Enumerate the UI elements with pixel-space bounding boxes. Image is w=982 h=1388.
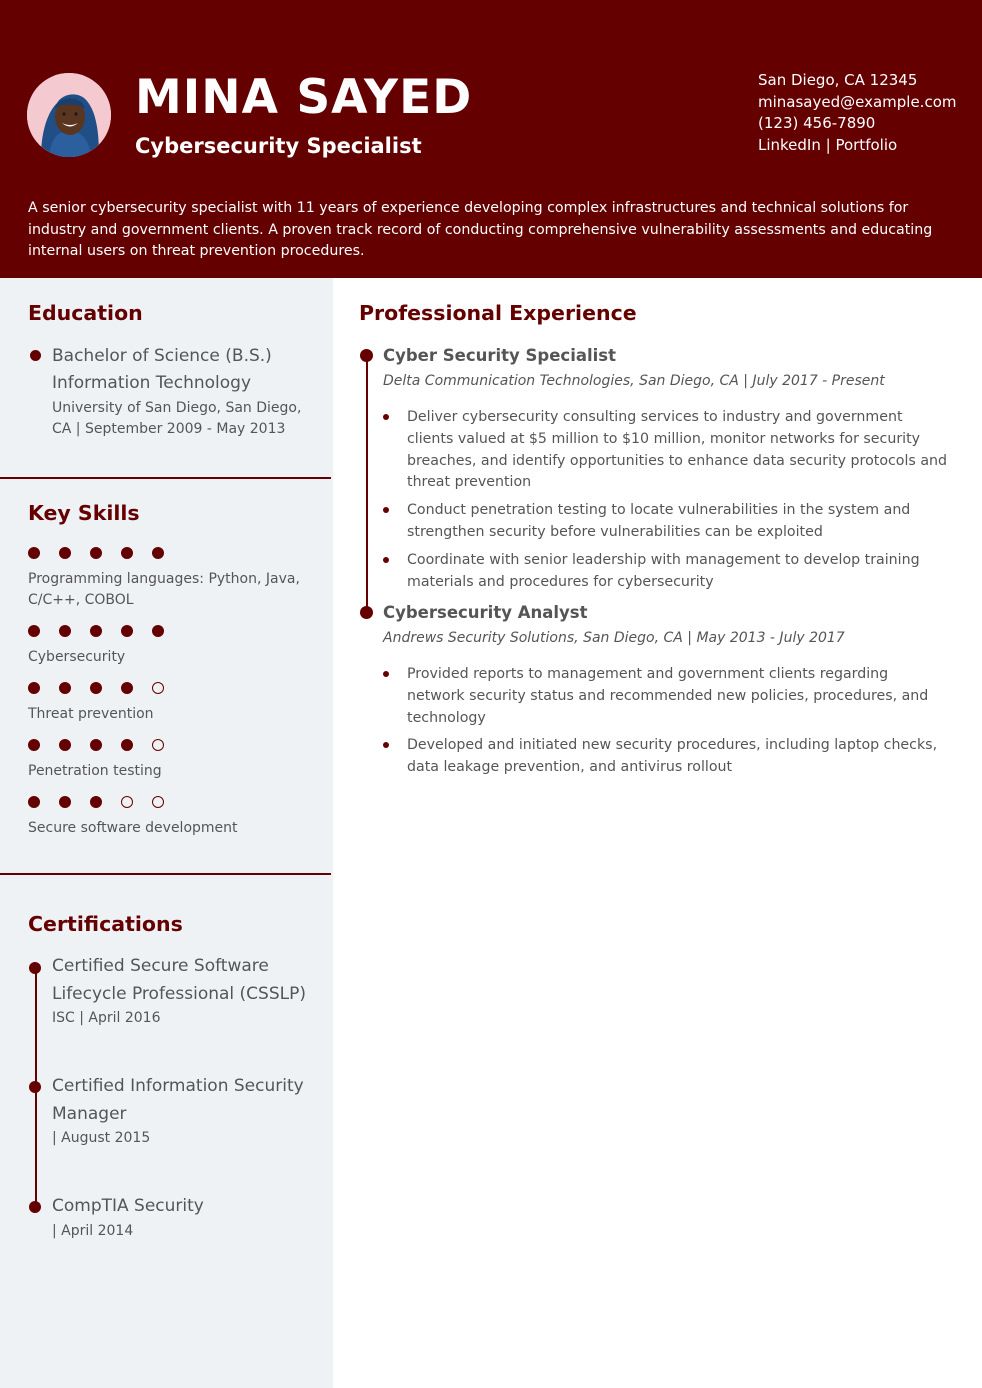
rating-dot-empty (152, 796, 164, 808)
education-bullet (30, 350, 41, 361)
job-meta: Delta Communication Technologies, San Diego, CA | July 2017 - Present (383, 373, 885, 389)
rating-dot-filled (28, 547, 40, 559)
contact-block (758, 70, 956, 156)
candidate-role: Cybersecurity Specialist (135, 134, 422, 158)
skill-name: Cybersecurity (28, 649, 126, 665)
timeline-dot (360, 349, 373, 362)
rating-dot-filled (90, 625, 102, 637)
rating-dot-filled (59, 682, 71, 694)
certification-item (52, 1193, 322, 1242)
sidebar-divider (0, 477, 331, 479)
rating-dot-filled (59, 547, 71, 559)
skill-name: Programming languages: Python, Java, C/C++, COBOL (28, 571, 300, 608)
certification-name: CompTIA Security (52, 1196, 204, 1216)
certification-meta: | April 2014 (52, 1222, 134, 1239)
certification-name: Certified Secure Software Lifecycle Professional (CSSLP) (52, 956, 306, 1004)
rating-dot-filled (59, 739, 71, 751)
job-entry (383, 345, 948, 599)
rating-dot-empty (121, 796, 133, 808)
candidate-name: MINA SAYED (135, 70, 473, 125)
profile-photo (27, 73, 111, 157)
sidebar-divider (0, 873, 331, 875)
profile-photo-icon (27, 73, 111, 157)
rating-dot-filled (121, 547, 133, 559)
rating-dot-filled (28, 739, 40, 751)
education-school: University of San Diego, San Diego, CA | September 2009 - May 2013 (52, 400, 302, 437)
rating-dot-filled (90, 682, 102, 694)
rating-dot-filled (121, 682, 133, 694)
certification-meta: | August 2015 (52, 1130, 151, 1146)
job-title: Cyber Security Specialist (383, 346, 617, 365)
skill-rating (28, 681, 318, 694)
timeline-dot (29, 962, 41, 974)
certifications-heading: Certifications (28, 912, 183, 936)
experience-timeline (366, 356, 368, 612)
rating-dot-filled (59, 796, 71, 808)
education-heading: Education (28, 301, 143, 325)
professional-summary: A senior cybersecurity specialist with 11 years of experience developing complex infrastructures and technical solutions for industry and government clients. A proven track record of conducting comprehensive vulnerability assessments and educating internal users on threat prevention procedures. (28, 200, 933, 260)
certification-item (52, 953, 322, 1029)
skill-rating (28, 546, 318, 559)
job-entry (383, 602, 948, 785)
job-title: Cybersecurity Analyst (383, 603, 588, 622)
skill-name: Secure software development (28, 820, 238, 836)
job-bullet: Provided reports to management and government clients regarding network security status and recommended new policies, procedures, and technology (383, 664, 948, 729)
job-bullet: Coordinate with senior leadership with management to develop training materials and procedures for cybersecurity (383, 550, 948, 594)
skills-heading: Key Skills (28, 501, 140, 525)
experience-heading: Professional Experience (359, 301, 637, 325)
contact-address: San Diego, CA 12345 (758, 71, 918, 89)
job-meta: Andrews Security Solutions, San Diego, CA | May 2013 - July 2017 (383, 630, 845, 646)
rating-dot-filled (59, 625, 71, 637)
skill-rating (28, 624, 318, 637)
skill-item (28, 624, 318, 668)
certification-item (52, 1073, 322, 1149)
rating-dot-filled (90, 547, 102, 559)
job-bullet: Conduct penetration testing to locate vulnerabilities in the system and strengthen security before vulnerabilities can be exploited (383, 500, 948, 544)
rating-dot-filled (152, 547, 164, 559)
contact-phone: (123) 456-7890 (758, 114, 876, 132)
certification-name: Certified Information Security Manager (52, 1076, 304, 1124)
rating-dot-filled (28, 625, 40, 637)
rating-dot-filled (90, 796, 102, 808)
contact-links[interactable]: LinkedIn | Portfolio (758, 135, 898, 154)
skill-name: Threat prevention (28, 706, 154, 722)
job-bullet: Developed and initiated new security procedures, including laptop checks, data leakage prevention, and antivirus rollout (383, 735, 948, 779)
skill-rating (28, 795, 318, 808)
skill-rating (28, 738, 318, 751)
timeline-dot (29, 1201, 41, 1213)
rating-dot-filled (28, 796, 40, 808)
skill-name: Penetration testing (28, 763, 162, 779)
job-bullets (383, 664, 948, 779)
skill-item (28, 546, 318, 610)
certification-meta: ISC | April 2016 (52, 1010, 161, 1026)
timeline-dot (29, 1081, 41, 1093)
skill-item (28, 681, 318, 725)
contact-email[interactable]: minasayed@example.com (758, 92, 957, 111)
education-degree: Bachelor of Science (B.S.) Information Technology (52, 346, 272, 393)
rating-dot-empty (152, 682, 164, 694)
rating-dot-empty (152, 739, 164, 751)
resume-header (0, 0, 982, 278)
rating-dot-filled (152, 625, 164, 637)
rating-dot-filled (90, 739, 102, 751)
skill-item (28, 738, 318, 782)
rating-dot-filled (121, 739, 133, 751)
rating-dot-filled (28, 682, 40, 694)
timeline-dot (360, 606, 373, 619)
rating-dot-filled (121, 625, 133, 637)
job-bullets (383, 407, 948, 593)
skill-item (28, 795, 318, 839)
job-bullet: Deliver cybersecurity consulting services to industry and government clients valued at $5 million to $10 million, monitor networks for security breaches, and identify opportunities to enhance data security protocols and threat prevention (383, 407, 948, 494)
